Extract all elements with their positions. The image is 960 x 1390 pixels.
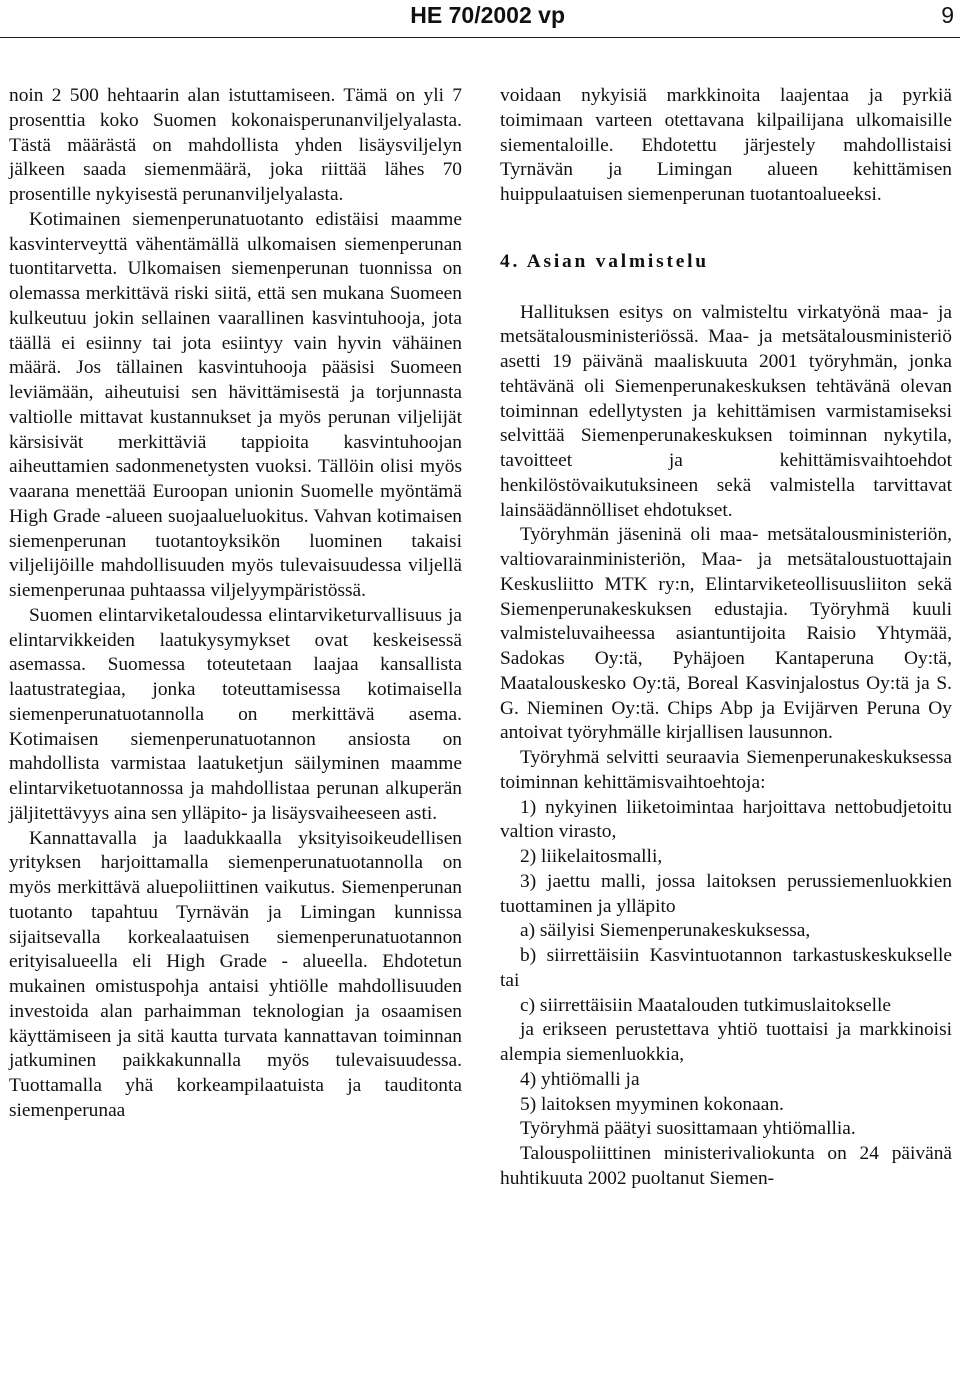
paragraph: Kannattavalla ja laadukkaalla yksityisoikeudellisen yrityksen harjoittamalla siemenperunatuotannolla on myös merkittävä aluepoliittinen vaikutus. Siemenperunan tuotanto tapahtuu Tyrnävän ja Limingan kunnissa sijaitsevalla korkealaatuisen siemenperunatuotannon erityisalueella eli High Grade - alueella. Ehdotetun mukainen omistuspohja antaisi yhtiölle mahdollisuuden investoida alan parhaimman teknologian ja osaamisen käyttämiseen ja sitä kautta turvata kannattavan toiminnan jatkuminen paikkakunnalla myös tulevaisuudessa. Tuottamalla yhä korkeampilaatuista ja tauditonta siemenperunaa <box>9 827 462 1121</box>
right-column <box>500 84 952 1192</box>
list-item: b) siirrettäisiin Kasvintuotannon tarkastuskeskukselle tai <box>500 945 952 991</box>
list-item: 5) laitoksen myyminen kokonaan. <box>520 1093 784 1115</box>
paragraph: Kotimainen siemenperunatuotanto edistäisi maamme kasvinterveyttä vähentämällä ulkomaisen siemenperunan tuontitarvetta. Ulkomaisen siemenperunan tuonnissa on olemassa merkittävä riski siitä, että sen mukana Suomeen kulkeutuu jokin sellainen vaarallinen kasvintuhooja, jota täällä ei esiinny tai jota esiintyy vain hyvin vähäinen määrä. Jos tällainen kasvintuhooja pääsisi Suomeen leviämään, aiheutuisi sen hävittämisestä ja torjunnasta valtiolle mittavat kustannukset ja myös perunan viljelijät kärsisivät merkittäviä tappioita kasvintuhoojan aiheuttamien sadonmenetysten vuoksi. Tällöin olisi myös vaarana menettää Euroopan unionin Suomelle myöntämä High Grade -alueen suojaalueluokitus. Vahvan kotimaisen siemenperunan tuotantoyksikön luominen takaisi viljelijöille mahdollisuuden myös tulevaisuudessa viljellä siemenperunaa puhtaassa viljelyympäristössä. <box>9 208 462 601</box>
paragraph: noin 2 500 hehtaarin alan istuttamiseen. Tämä on yli 7 prosenttia koko Suomen kokonaisperunanviljelyalasta. Tästä määrästä on mahdollista yhden lisäysviljelyn jälkeen saada siemenmäärä, joka riittää lähes 70 prosentille nykyisestä perunanviljelyalasta. <box>9 85 462 205</box>
paragraph: Hallituksen esitys on valmisteltu virkatyönä maa- ja metsätalousministeriössä. Maa- ja metsätalousministeriö asetti 19 päivänä maaliskuuta 2001 työryhmän, jonka tehtävänä oli Siemenperunakeskuksen tehtävänä olevan toiminnan edellytysten ja kehittämisen varmistamiseksi selvittää Siemenperunakeskuksen toiminnan nykytila, tavoitteet ja kehittämisvaihtoehdot henkilöstövaikutuksineen sekä valmistella tarvittavat lainsäädännölliset ehdotukset. <box>500 301 952 521</box>
paragraph: Talouspoliittinen ministerivaliokunta on 24 päivänä huhtikuuta 2002 puoltanut Siemen- <box>500 1143 952 1189</box>
header-rule <box>0 37 960 38</box>
document-id: HE 70/2002 vp <box>410 2 565 28</box>
paragraph: Suomen elintarviketaloudessa elintarviketurvallisuus ja elintarvikkeiden laatukysymykset ovat keskeisessä asemassa. Suomessa toteutetaan laajaa kansallista laatustrategiaa, jonka toteuttamisessa kotimaisella siemenperunatuotannolla on merkittävä asema. Kotimaisen siemenperunatuotannon ansiosta on mahdollista varmistaa laatuketjun säilyminen maamme elintarviketuotannossa ja mahdollistaa perunan alkuperän jäljitettävyys aina sen ylläpito- ja lisäysvaiheeseen asti. <box>9 604 462 824</box>
page-header <box>0 2 960 36</box>
list-item: c) siirrettäisiin Maatalouden tutkimuslaitokselle <box>520 994 892 1016</box>
list-item: 3) jaettu malli, jossa laitoksen perussiemenluokkien tuottaminen ja ylläpito <box>500 870 952 917</box>
list-item: 1) nykyinen liiketoimintaa harjoittava nettobudjetoitu valtion virasto, <box>500 796 952 843</box>
list-item: 2) liikelaitosmalli, <box>520 846 663 867</box>
list-item: 4) yhtiömalli ja <box>520 1068 640 1090</box>
list-item: a) säilyisi Siemenperunakeskuksessa, <box>520 920 811 942</box>
left-column <box>9 84 462 1124</box>
paragraph: Työryhmä selvitti seuraavia Siemenperunakeskuksessa toiminnan kehittämisvaihtoehtoja: <box>500 747 952 793</box>
list-item: ja erikseen perustettava yhtiö tuottaisi ja markkinoisi alempia siemenluokkia, <box>500 1019 952 1065</box>
section-heading: 4. Asian valmistelu <box>500 250 709 272</box>
paragraph: voidaan nykyisiä markkinoita laajentaa ja pyrkiä toimimaan varteen otettavana kilpailijana ulkomaisille siementaloille. Ehdotettu järjestely mahdollistaisi Tyrnävän ja Limingan alueen kehittämisen huippulaatuisen siemenperunan tuotantoalueeksi. <box>500 85 952 205</box>
paragraph: Työryhmä päätyi suosittamaan yhtiömallia. <box>520 1118 856 1140</box>
page-number: 9 <box>941 2 954 28</box>
paragraph: Työryhmän jäseninä oli maa- metsätalousministeriön, valtiovarainministeriön, Maa- ja metsätaloustuottajain Keskusliitto MTK ry:n, Elintarviketeollisuusliiton sekä Siemenperunakeskuksen edustajia. Työryhmä kuuli valmisteluvaiheessa asiantuntijoita Raisio Yhtymää, Sadokas Oy:tä, Pyhäjoen Kantaperuna Oy:tä, Maatalouskesko Oy:tä, Boreal Kasvinjalostus Oy:tä ja S. G. Nieminen Oy:tä. Chips Abp ja Evijärven Peruna Oy antoivat työryhmälle kirjallisen lausunnon. <box>500 524 952 744</box>
